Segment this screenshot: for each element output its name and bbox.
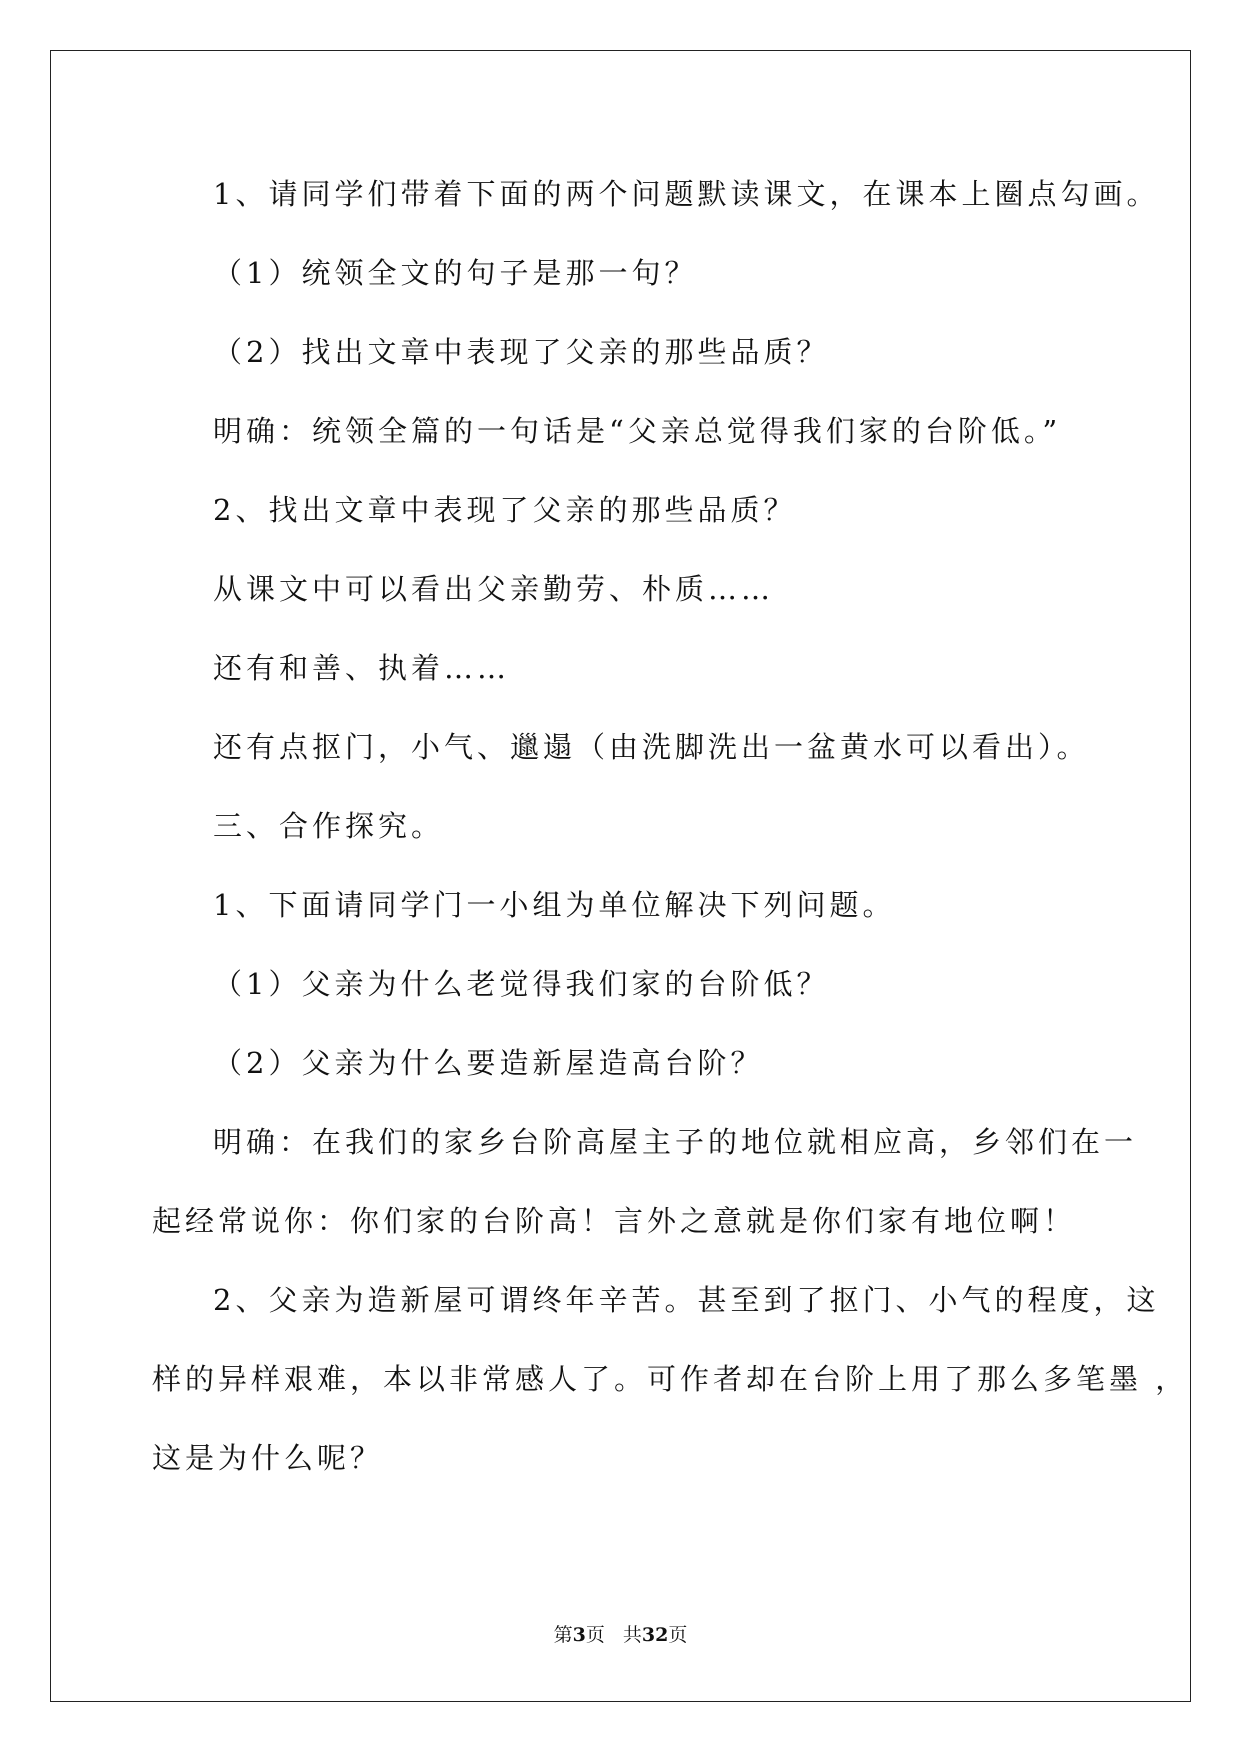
paragraph-line: （1）父亲为什么老觉得我们家的台阶低？ xyxy=(213,967,830,1001)
footer-prefix: 第 xyxy=(553,1624,573,1646)
footer-page-word: 页 xyxy=(585,1624,605,1646)
paragraph-line: 明确：在我们的家乡台阶高屋主子的地位就相应高，乡邻们在一 xyxy=(213,1125,1138,1159)
paragraph-line: （2）父亲为什么要造新屋造高台阶？ xyxy=(213,1046,764,1080)
paragraph-line: 1、下面请同学门一小组为单位解决下列问题。 xyxy=(213,888,896,922)
paragraph-line: 明确：统领全篇的一句话是“父亲总觉得我们家的台阶低。” xyxy=(213,414,1062,448)
paragraph-line: 样的异样艰难，本以非常感人了。可作者却在台阶上用了那么多笔墨 ， xyxy=(152,1362,1189,1396)
paragraph-line: 从课文中可以看出父亲勤劳、朴质…… xyxy=(213,572,775,606)
paragraph-line: 1、请同学们带着下面的两个问题默读课文，在课本上圈点勾画。 xyxy=(213,177,1160,211)
total-pages-number: 32 xyxy=(641,1624,669,1646)
paragraph-line: 还有和善、执着…… xyxy=(213,651,511,685)
paragraph-line: （2）找出文章中表现了父亲的那些品质？ xyxy=(213,335,830,369)
page-footer xyxy=(0,1623,1241,1647)
paragraph-line: 这是为什么呢？ xyxy=(152,1441,384,1475)
current-page-number: 3 xyxy=(572,1624,586,1646)
footer-total-suffix: 页 xyxy=(668,1624,688,1646)
paragraph-line: 起经常说你：你们家的台阶高！言外之意就是你们家有地位啊！ xyxy=(152,1204,1077,1238)
paragraph-line: （1）统领全文的句子是那一句？ xyxy=(213,256,698,290)
paragraph-line: 还有点抠门，小气、邋遢（由洗脚洗出一盆黄水可以看出）。 xyxy=(213,730,1090,764)
section-heading: 三、合作探究。 xyxy=(213,809,445,843)
footer-total-prefix: 共 xyxy=(622,1624,642,1646)
paragraph-line: 2、父亲为造新屋可谓终年辛苦。甚至到了抠门、小气的程度，这 xyxy=(213,1283,1160,1317)
paragraph-line: 2、找出文章中表现了父亲的那些品质？ xyxy=(213,493,797,527)
